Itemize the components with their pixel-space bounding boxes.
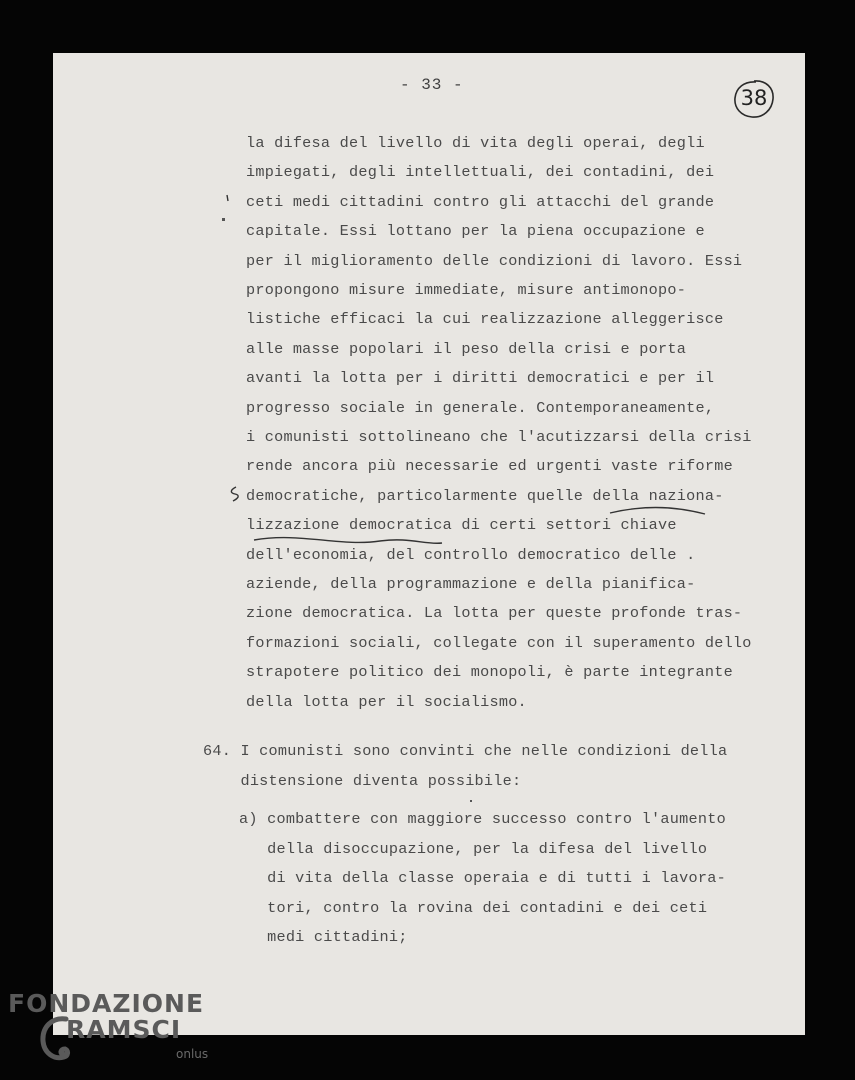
- text-line: 64. I comunisti sono convinti che nelle condizioni della: [203, 742, 728, 760]
- archive-number-stamp: [732, 78, 776, 120]
- text-line: la difesa del livello di vita degli operai, degli: [246, 134, 705, 152]
- archive-number-text: 38: [740, 86, 768, 110]
- text-line: di vita della classe operaia e di tutti i lavora-: [239, 869, 726, 887]
- text-line: dell'economia, del controllo democratico delle .: [246, 545, 696, 564]
- text-line: a) combattere con maggiore successo contro l'aumento: [239, 810, 726, 828]
- text-line: medi cittadini;: [239, 928, 408, 946]
- fondazione-gramsci-logo: [4, 985, 219, 1075]
- text-line: zione democratica. La lotta per queste profonde tras-: [246, 604, 743, 623]
- page-number: - 33 -: [400, 76, 464, 94]
- text-line: della lotta per il socialismo.: [246, 692, 527, 711]
- text-line: formazioni sociali, collegate con il superamento dello: [246, 633, 752, 652]
- text-line: avanti la lotta per i diritti democratici e per il: [246, 369, 715, 388]
- text-line: strapotere politico dei monopoli, è parte integrante: [246, 663, 733, 682]
- text-line: tori, contro la rovina dei contadini e dei ceti: [239, 898, 708, 917]
- text-line: listiche efficaci la cui realizzazione alleggerisce: [246, 310, 724, 329]
- text-line: progresso sociale in generale. Contemporaneamente,: [246, 398, 715, 417]
- logo-onlus: onlus: [176, 1047, 209, 1061]
- text-line: democratiche, particolarmente quelle della naziona-: [246, 486, 724, 505]
- text-line: distensione diventa possibile:: [203, 771, 522, 790]
- text-line: rende ancora più necessarie ed urgenti vaste riforme: [246, 457, 733, 476]
- text-line: capitale. Essi lottano per la piena occupazione e: [246, 222, 705, 241]
- text-line: impiegati, degli intellettuali, dei contadini, dei: [246, 163, 715, 182]
- text-line: lizzazione democratica di certi settori chiave: [246, 516, 677, 535]
- text-line: della disoccupazione, per la difesa del livello: [239, 839, 708, 858]
- text-line: per il miglioramento delle condizioni di lavoro. Essi: [246, 251, 743, 270]
- text-line: alle masse popolari il peso della crisi e porta: [246, 339, 687, 358]
- text-line: aziende, della programmazione e della pianifica-: [246, 575, 696, 593]
- text-line: ceti medi cittadini contro gli attacchi del grande: [246, 192, 715, 211]
- text-line: propongono misure immediate, misure antimonopo-: [246, 281, 687, 299]
- text-line: i comunisti sottolineano che l'acutizzarsi della crisi: [246, 428, 752, 446]
- logo-line1: FONDAZIONE: [8, 989, 205, 1018]
- logo-line2: RAMSCI: [66, 1015, 182, 1044]
